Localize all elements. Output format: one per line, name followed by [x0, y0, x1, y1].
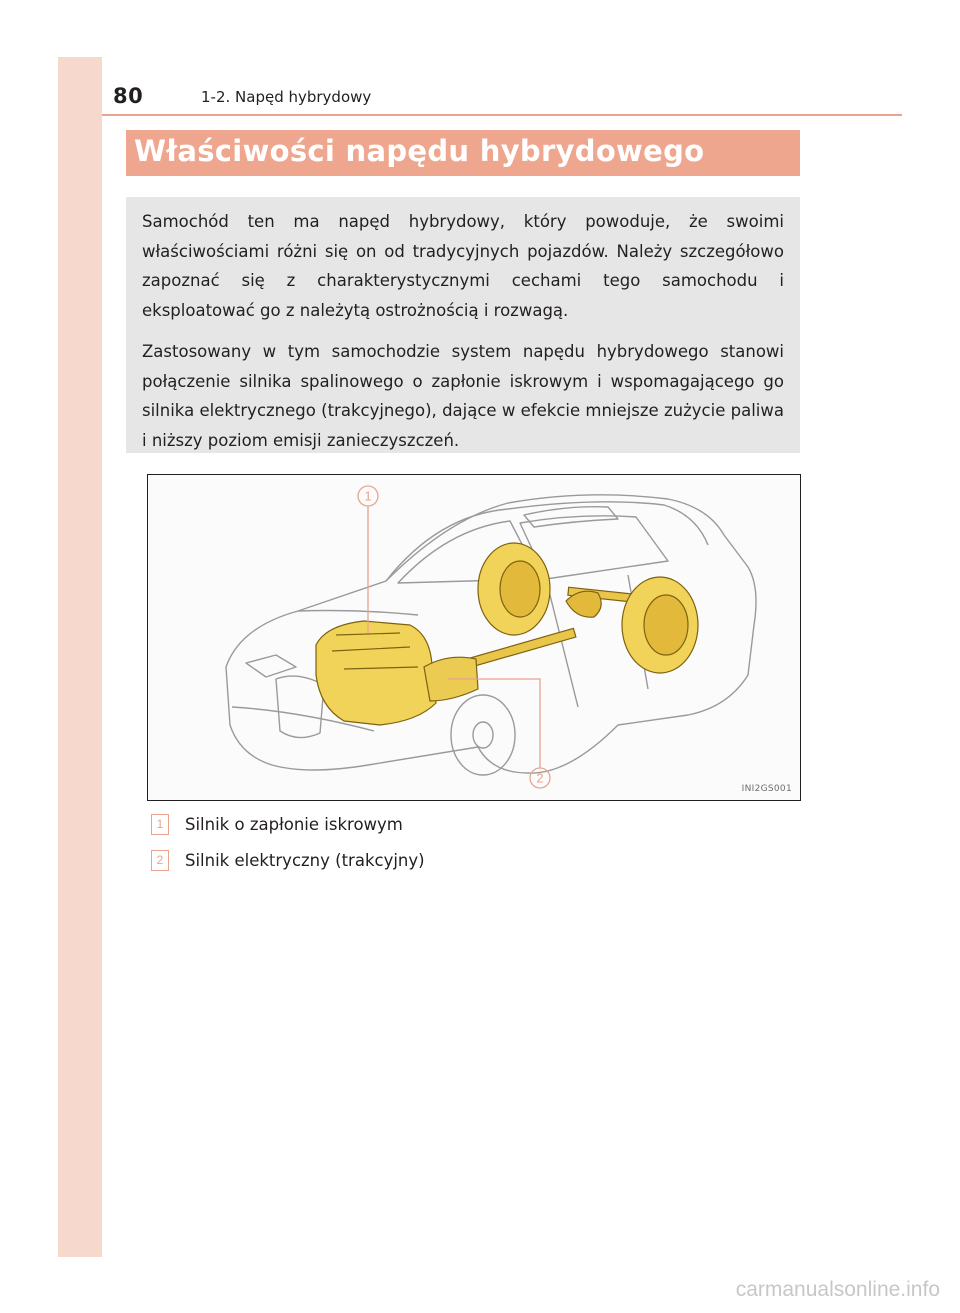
page-title: Właściwości napędu hybrydowego — [134, 134, 705, 168]
watermark: carmanualsonline.info — [735, 1278, 940, 1301]
figure-code: INI2GS001 — [741, 784, 792, 794]
legend-item — [151, 848, 425, 872]
side-tab-band — [58, 57, 102, 1257]
callout-2-label: 2 — [536, 770, 544, 786]
legend-number-badge: 2 — [151, 850, 169, 871]
legend-number-badge: 1 — [151, 814, 169, 835]
header-divider — [102, 114, 902, 116]
headlight — [246, 655, 296, 677]
legend-label: Silnik o zapłonie iskrowym — [185, 814, 403, 834]
engine-block — [316, 621, 436, 725]
hybrid-drive-illustration — [147, 474, 801, 801]
front-wheel-rim — [451, 695, 515, 775]
front-grille — [276, 676, 324, 737]
rear-left-wheel-rim — [500, 561, 540, 617]
section-heading: 1-2. Napęd hybrydowy — [201, 88, 372, 106]
callout-1-label: 1 — [364, 488, 372, 504]
front-wheel-hub — [473, 722, 493, 748]
intro-box — [126, 197, 800, 453]
intro-paragraph-1: Samochód ten ma napęd hybrydowy, który powoduje, że swoimi właściwościami różni się on od tradycyjnych pojazdów. Należy szczegółowo zapoznać się z charakterystycznymi cechami tego samochodu i eksploatować go z należytą ostrożnością i rozwagą. — [142, 212, 784, 320]
page-number: 80 — [113, 84, 144, 108]
legend-label: Silnik elektryczny (trakcyjny) — [185, 850, 425, 870]
rear-right-wheel-rim — [644, 595, 688, 655]
car-cutaway-drawing — [148, 475, 800, 800]
title-banner — [126, 130, 800, 176]
legend-item — [151, 812, 403, 836]
intro-paragraph-2: Zastosowany w tym samochodzie system napędu hybrydowego stanowi połączenie silnika spalinowego o zapłonie iskrowym i wspomagającego go silnika elektrycznego (trakcyjnego), dające w efekcie mniejsze zużycie paliwa i niższy poziom emisji zanieczyszczeń. — [142, 342, 784, 450]
hood-line — [298, 611, 418, 616]
